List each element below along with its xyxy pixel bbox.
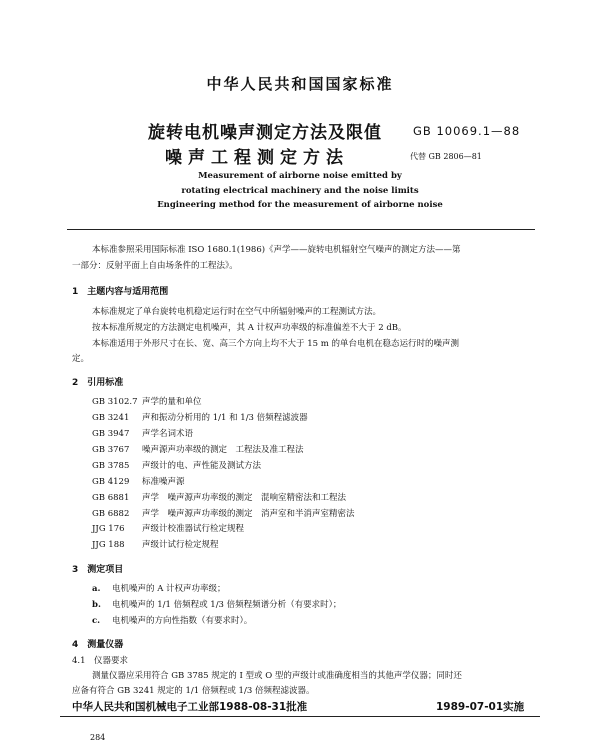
section-1-paragraph: 本标准规定了单台旋转电机稳定运行时在空气中所辐射噪声的工程测试方法。 [92,307,382,317]
reference-standard: GB 6882 声学 噪声源声功率级的测定 消声室和半消声室精密法 [92,509,355,519]
section-4-paragraph: 测量仪器应采用符合 GB 3785 规定的 I 型或 O 型的声级计或准确度相当的其他声学仪器；同时还 [92,671,462,681]
section-heading-4: 4 测量仪器 [72,640,124,650]
standard-number: GB 10069.1—88 [413,124,521,138]
list-item: a. 电机噪声的 A 计权声功率级； [92,584,226,594]
list-item: b. 电机噪声的 1/1 倍频程或 1/3 倍频程频谱分析（有要求时）； [92,600,342,610]
replaces-standard: 代替 GB 2806—81 [410,152,482,161]
reference-standard: JJG 188 声级计试行检定规程 [92,540,219,550]
section-1-paragraph: 本标准适用于外形尺寸在长、宽、高三个方向上均不大于 15 m 的单台电机在稳态运行时的噪声测 [92,339,459,349]
approval-statement: 中华人民共和国机械电子工业部1988-08-31批准 [72,701,308,713]
reference-standard: GB 3241 声和振动分析用的 1/1 和 1/3 倍频程滤波器 [92,413,308,423]
page-number: 284 [90,733,106,742]
reference-standard: JJG 176 声级计校准器试行检定规程 [92,524,245,534]
reference-standard: GB 3767 噪声源声功率级的测定 工程法及准工程法 [92,445,304,455]
effective-date: 1989-07-01实施 [436,701,525,713]
intro-paragraph: 一部分：反射平面上自由场条件的工程法》。 [72,261,238,271]
section-heading-2: 2 引用标准 [72,378,124,388]
section-heading-3: 3 测定项目 [72,565,124,575]
section-4-paragraph: 应备有符合 GB 3241 规定的 1/1 倍频程或 1/3 倍频程滤波器。 [72,686,315,696]
reference-standard: GB 3785 声级计的电、声性能及测试方法 [92,461,262,471]
national-standard-header: 中华人民共和国国家标准 [206,75,394,93]
section-heading-1: 1 主题内容与适用范围 [72,287,169,297]
section-1-paragraph: 定。 [72,354,90,364]
english-title-line: Engineering method for the measurement of airborne noise [157,200,443,210]
document-subtitle: 噪声工程测定方法 [165,148,349,168]
reference-standard: GB 6881 声学 噪声源声功率级的测定 混响室精密法和工程法 [92,493,347,503]
section-1-paragraph: 按本标准所规定的方法测定电机噪声，其 A 计权声功率级的标准偏差不大于 2 dB。 [92,323,407,333]
reference-standard: GB 4129 标准噪声源 [92,477,185,487]
subsection-heading: 4.1 仪器要求 [72,656,129,666]
english-title-line: Measurement of airborne noise emitted by [198,171,402,181]
reference-standard: GB 3947 声学名词术语 [92,429,194,439]
bottom-divider [60,716,540,717]
document-title: 旋转电机噪声测定方法及限值 [148,123,382,143]
english-title-line: rotating electrical machinery and the noise limits [181,186,419,196]
top-divider [67,229,535,230]
reference-standard: GB 3102.7 声学的量和单位 [92,397,202,407]
intro-paragraph: 本标准参照采用国际标准 ISO 1680.1(1986)《声学——旋转电机辐射空气噪声的测定方法——第 [92,245,461,255]
list-item: c. 电机噪声的方向性指数（有要求时）。 [92,616,253,626]
